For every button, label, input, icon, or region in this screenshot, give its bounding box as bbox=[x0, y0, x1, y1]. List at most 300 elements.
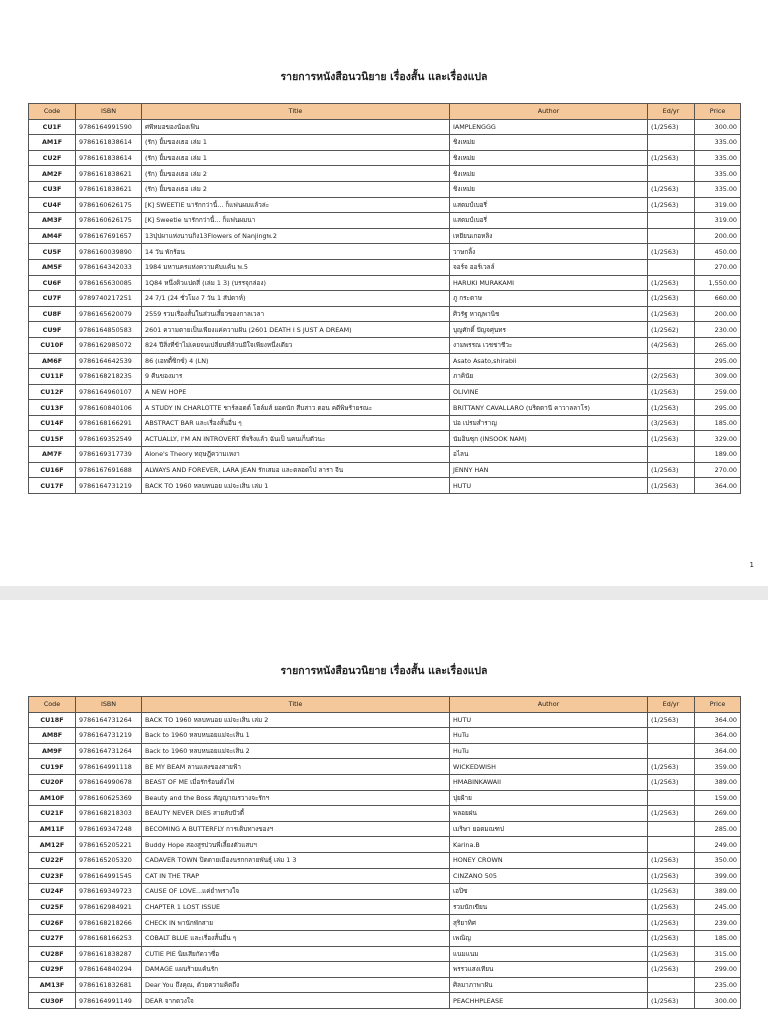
cell-code: CU9F bbox=[29, 322, 76, 338]
cell-price: 364.00 bbox=[695, 712, 741, 728]
cell-author: เพณิญ bbox=[450, 930, 648, 946]
cell-title: (รัก) ยิ้มของเธอ เล่ม 1 bbox=[142, 135, 450, 151]
cell-title: 14 วัน พักร้อน bbox=[142, 244, 450, 260]
cell-price: 185.00 bbox=[695, 930, 741, 946]
cell-edition: (1/2563) bbox=[648, 915, 695, 931]
table-row bbox=[29, 774, 741, 790]
cell-code: AM1F bbox=[29, 135, 76, 151]
cell-code: CU27F bbox=[29, 930, 76, 946]
table-row bbox=[29, 837, 741, 853]
cell-code: CU8F bbox=[29, 306, 76, 322]
table-row bbox=[29, 899, 741, 915]
cell-isbn: 9786164991149 bbox=[76, 993, 142, 1009]
cell-price: 329.00 bbox=[695, 431, 741, 447]
cell-author: ปุยฝ้าย bbox=[450, 790, 648, 806]
cell-edition bbox=[648, 213, 695, 229]
cell-code: CU25F bbox=[29, 899, 76, 915]
table-row bbox=[29, 868, 741, 884]
cell-code: CU21F bbox=[29, 806, 76, 822]
cell-author: HONEY CROWN bbox=[450, 852, 648, 868]
cell-code: CU24F bbox=[29, 884, 76, 900]
cell-title: CUTIE PIE นิยเสียกัดวาซื่อ bbox=[142, 946, 450, 962]
cell-author: HUTU bbox=[450, 478, 648, 494]
cell-isbn: 9786161838614 bbox=[76, 135, 142, 151]
cell-isbn: 9786164731219 bbox=[76, 728, 142, 744]
cell-price: 335.00 bbox=[695, 181, 741, 197]
cell-price: 319.00 bbox=[695, 213, 741, 229]
cell-edition: (1/2563) bbox=[648, 930, 695, 946]
table-row bbox=[29, 759, 741, 775]
cell-author: งามพรรณ เวชชาชีวะ bbox=[450, 337, 648, 353]
cell-isbn: 9786161838621 bbox=[76, 166, 142, 182]
table-row bbox=[29, 306, 741, 322]
table-row bbox=[29, 369, 741, 385]
cell-code: CU26F bbox=[29, 915, 76, 931]
cell-author: ชิงเหม่ย bbox=[450, 135, 648, 151]
cell-edition bbox=[648, 228, 695, 244]
cell-edition bbox=[648, 135, 695, 151]
cell-title: BACK TO 1960 หลบหนอย แม่จะเสิน เล่ม 1 bbox=[142, 478, 450, 494]
cell-code: CU28F bbox=[29, 946, 76, 962]
cell-price: 245.00 bbox=[695, 899, 741, 915]
cell-code: CU20F bbox=[29, 774, 76, 790]
cell-isbn: 9786169352549 bbox=[76, 431, 142, 447]
cell-price: 230.00 bbox=[695, 322, 741, 338]
table-row bbox=[29, 852, 741, 868]
cell-isbn: 9786168166253 bbox=[76, 930, 142, 946]
cell-author: วาษกลิ้ง bbox=[450, 244, 648, 260]
cell-author: เหยียนเกอหลิง bbox=[450, 228, 648, 244]
cell-code: AM6F bbox=[29, 353, 76, 369]
table-row bbox=[29, 478, 741, 494]
cell-edition: (1/2563) bbox=[648, 712, 695, 728]
cell-title: (รัก) ยิ้มของเธอ เล่ม 2 bbox=[142, 181, 450, 197]
cell-author: OLIVINE bbox=[450, 384, 648, 400]
cell-edition: (1/2563) bbox=[648, 306, 695, 322]
table-row bbox=[29, 400, 741, 416]
cell-code: AM4F bbox=[29, 228, 76, 244]
table-row bbox=[29, 962, 741, 978]
cell-title: Buddy Hope สองสูรปวนพี่เลี้ยงตัวแสบฯ bbox=[142, 837, 450, 853]
cell-title: [K] Sweetie นารักกว่านี้... ก็แฟนผมนา bbox=[142, 213, 450, 229]
cell-price: 239.00 bbox=[695, 915, 741, 931]
cell-title: 9 คืนของมาร bbox=[142, 369, 450, 385]
cell-edition bbox=[648, 743, 695, 759]
column-header-price: Price bbox=[695, 104, 741, 120]
cell-edition: (1/2563) bbox=[648, 806, 695, 822]
cell-edition: (1/2563) bbox=[648, 197, 695, 213]
cell-title: ACTUALLY, I'M AN INTROVERT ที่จริงแล้ว ฉันเป็ นคนเก็บตัวนะ bbox=[142, 431, 450, 447]
cell-code: CU10F bbox=[29, 337, 76, 353]
cell-isbn: 9786169317739 bbox=[76, 447, 142, 463]
cell-author: แสตมป์เบอรี่ bbox=[450, 213, 648, 229]
cell-code: AM10F bbox=[29, 790, 76, 806]
cell-code: CU13F bbox=[29, 400, 76, 416]
cell-author: ศิวรัฐ หาญพานิช bbox=[450, 306, 648, 322]
cell-isbn: 9786162984921 bbox=[76, 899, 142, 915]
table-row bbox=[29, 259, 741, 275]
table-row bbox=[29, 228, 741, 244]
cell-code: AM12F bbox=[29, 837, 76, 853]
cell-edition: (1/2563) bbox=[648, 400, 695, 416]
cell-price: 389.00 bbox=[695, 884, 741, 900]
cell-edition: (1/2563) bbox=[648, 181, 695, 197]
cell-edition bbox=[648, 790, 695, 806]
table-row bbox=[29, 197, 741, 213]
cell-price: 319.00 bbox=[695, 197, 741, 213]
cell-edition bbox=[648, 977, 695, 993]
cell-title: A NEW HOPE bbox=[142, 384, 450, 400]
table-row bbox=[29, 135, 741, 151]
cell-author: เมริษา ยอดมณฑป bbox=[450, 821, 648, 837]
table-row bbox=[29, 993, 741, 1009]
cell-author: ภู กระดาษ bbox=[450, 291, 648, 307]
table-row bbox=[29, 821, 741, 837]
cell-edition: (1/2563) bbox=[648, 946, 695, 962]
cell-edition bbox=[648, 837, 695, 853]
table-row bbox=[29, 275, 741, 291]
cell-code: CU2F bbox=[29, 150, 76, 166]
column-header-author: Author bbox=[450, 104, 648, 120]
table-row bbox=[29, 431, 741, 447]
cell-title: Alone's Theory ทฤษฎีความเหงา bbox=[142, 447, 450, 463]
cell-edition bbox=[648, 447, 695, 463]
table-row bbox=[29, 884, 741, 900]
table-row bbox=[29, 415, 741, 431]
cell-price: 364.00 bbox=[695, 728, 741, 744]
cell-edition: (1/2563) bbox=[648, 275, 695, 291]
table-row bbox=[29, 806, 741, 822]
cell-price: 1,550.00 bbox=[695, 275, 741, 291]
cell-author: HMABINKAWAII bbox=[450, 774, 648, 790]
cell-price: 359.00 bbox=[695, 759, 741, 775]
cell-price: 295.00 bbox=[695, 400, 741, 416]
cell-edition: (1/2563) bbox=[648, 884, 695, 900]
cell-price: 259.00 bbox=[695, 384, 741, 400]
cell-price: 269.00 bbox=[695, 806, 741, 822]
cell-code: CU23F bbox=[29, 868, 76, 884]
cell-edition bbox=[648, 821, 695, 837]
cell-author: ชิงเหม่ย bbox=[450, 181, 648, 197]
cell-edition: (1/2563) bbox=[648, 899, 695, 915]
table-row bbox=[29, 244, 741, 260]
cell-isbn: 9786164642539 bbox=[76, 353, 142, 369]
cell-title: Back to 1960 หลบหนอยแม่จะเสิน 1 bbox=[142, 728, 450, 744]
cell-title: Dear You ถึงคุณ, ด้วยความคิดถึง bbox=[142, 977, 450, 993]
cell-isbn: 9786161838287 bbox=[76, 946, 142, 962]
cell-code: CU4F bbox=[29, 197, 76, 213]
table-row bbox=[29, 447, 741, 463]
cell-isbn: 9786160625369 bbox=[76, 790, 142, 806]
cell-edition bbox=[648, 728, 695, 744]
cell-isbn: 9786164960107 bbox=[76, 384, 142, 400]
cell-price: 300.00 bbox=[695, 993, 741, 1009]
cell-isbn: 9786169349723 bbox=[76, 884, 142, 900]
cell-price: 389.00 bbox=[695, 774, 741, 790]
cell-price: 399.00 bbox=[695, 868, 741, 884]
cell-author: ศิลมาภาพาฝัน bbox=[450, 977, 648, 993]
cell-code: AM2F bbox=[29, 166, 76, 182]
table-row bbox=[29, 337, 741, 353]
cell-isbn: 9786160626175 bbox=[76, 197, 142, 213]
cell-edition: (1/2563) bbox=[648, 462, 695, 478]
cell-price: 295.00 bbox=[695, 353, 741, 369]
cell-price: 350.00 bbox=[695, 852, 741, 868]
cell-title: DAMAGE แผนร้ายแค้นรัก bbox=[142, 962, 450, 978]
table-row bbox=[29, 166, 741, 182]
cell-isbn: 9786165205320 bbox=[76, 852, 142, 868]
cell-title: ABSTRACT BAR และเรื่องสั้นอื่น ๆ bbox=[142, 415, 450, 431]
cell-author: HUTU bbox=[450, 712, 648, 728]
cell-author: PEACHHPLEASE bbox=[450, 993, 648, 1009]
cell-isbn: 9786164850583 bbox=[76, 322, 142, 338]
table-row bbox=[29, 946, 741, 962]
book-table bbox=[28, 696, 741, 1009]
cell-title: 13ปุปผาแห่งนานกิง13Flowers of Nanjingพ.2 bbox=[142, 228, 450, 244]
cell-isbn: 9786164840294 bbox=[76, 962, 142, 978]
cell-isbn: 9786161832681 bbox=[76, 977, 142, 993]
cell-edition: (3/2563) bbox=[648, 415, 695, 431]
cell-isbn: 9786160039890 bbox=[76, 244, 142, 260]
page-title: รายการหนังสือนวนิยาย เรื่องสั้น และเรื่องแปล bbox=[280, 665, 488, 677]
document-page-2 bbox=[0, 600, 768, 1024]
cell-title: 824 ปีสิ่งที่ข้าไม่เคยจนเปลี่ยนที่ล้วนมีใจเพียงหนึ่งเดียว bbox=[142, 337, 450, 353]
cell-price: 450.00 bbox=[695, 244, 741, 260]
cell-price: 335.00 bbox=[695, 150, 741, 166]
cell-author: บุญศักดิ์ ปัญจศุนทร bbox=[450, 322, 648, 338]
cell-edition: (1/2563) bbox=[648, 431, 695, 447]
table-row bbox=[29, 181, 741, 197]
cell-isbn: 9789740217251 bbox=[76, 291, 142, 307]
page-title: รายการหนังสือนวนิยาย เรื่องสั้น และเรื่องแปล bbox=[280, 71, 488, 83]
cell-title: Beauty and the Boss สัญญาณรวางจะรักฯ bbox=[142, 790, 450, 806]
cell-author: ชิงเหม่ย bbox=[450, 166, 648, 182]
cell-author: JENNY HAN bbox=[450, 462, 648, 478]
cell-isbn: 9786160840106 bbox=[76, 400, 142, 416]
cell-title: CHECK IN พานักพักสาย bbox=[142, 915, 450, 931]
cell-price: 315.00 bbox=[695, 946, 741, 962]
cell-edition: (1/2563) bbox=[648, 774, 695, 790]
cell-price: 189.00 bbox=[695, 447, 741, 463]
cell-isbn: 9786165630085 bbox=[76, 275, 142, 291]
table-row bbox=[29, 790, 741, 806]
cell-code: CU16F bbox=[29, 462, 76, 478]
cell-title: A STUDY IN CHARLOTTE ชาร์ลอตต์ โฮล์มส์ ยอดนัก สืบสาว ตอน คดีพิษร้ายรณะ bbox=[142, 400, 450, 416]
cell-isbn: 9786164731264 bbox=[76, 712, 142, 728]
cell-author: HuTu bbox=[450, 728, 648, 744]
cell-author: รวมนักเขียน bbox=[450, 899, 648, 915]
cell-price: 285.00 bbox=[695, 821, 741, 837]
cell-author: แสตมป์เบอรี่ bbox=[450, 197, 648, 213]
cell-title: BE MY BEAM ลานแสงของสายฟ้า bbox=[142, 759, 450, 775]
cell-author: CINZANO 505 bbox=[450, 868, 648, 884]
table-row bbox=[29, 977, 741, 993]
cell-title: (รัก) ยิ้มของเธอ เล่ม 2 bbox=[142, 166, 450, 182]
cell-code: CU22F bbox=[29, 852, 76, 868]
cell-title: 86 (เอทตี้ซิกซ์) 4 (LN) bbox=[142, 353, 450, 369]
cell-code: CU30F bbox=[29, 993, 76, 1009]
cell-edition bbox=[648, 353, 695, 369]
cell-author: BRITTANY CAVALLARO (บริตตานี คาวาลลาโร) bbox=[450, 400, 648, 416]
cell-author: ชิงเหม่ย bbox=[450, 150, 648, 166]
cell-title: BEAUTY NEVER DIES สายลับบีวตี้ bbox=[142, 806, 450, 822]
cell-edition: (1/2563) bbox=[648, 962, 695, 978]
cell-isbn: 9786168166291 bbox=[76, 415, 142, 431]
cell-price: 364.00 bbox=[695, 478, 741, 494]
cell-edition: (1/2563) bbox=[648, 384, 695, 400]
cell-edition: (1/2563) bbox=[648, 759, 695, 775]
column-header-code: Code bbox=[29, 697, 76, 713]
cell-title: DEAR จากดวงใจ bbox=[142, 993, 450, 1009]
column-header-author: Author bbox=[450, 697, 648, 713]
cell-title: BACK TO 1960 หลบหนอย แม่จะเสิน เล่ม 2 bbox=[142, 712, 450, 728]
cell-price: 299.00 bbox=[695, 962, 741, 978]
cell-price: 300.00 bbox=[695, 119, 741, 135]
cell-code: CU17F bbox=[29, 478, 76, 494]
table-row bbox=[29, 462, 741, 478]
cell-title: CHAPTER 1 LOST ISSUE bbox=[142, 899, 450, 915]
table-row bbox=[29, 322, 741, 338]
cell-price: 660.00 bbox=[695, 291, 741, 307]
cell-title: COBALT BLUE และเรื่องสั้นอื่น ๆ bbox=[142, 930, 450, 946]
cell-code: AM13F bbox=[29, 977, 76, 993]
cell-price: 364.00 bbox=[695, 743, 741, 759]
cell-title: ALWAYS AND FOREVER, LARA JEAN รักเสมอ และตลอดไป ลารา จีน bbox=[142, 462, 450, 478]
cell-author: สุริยาทิศ bbox=[450, 915, 648, 931]
table-row bbox=[29, 353, 741, 369]
cell-isbn: 9786165205221 bbox=[76, 837, 142, 853]
cell-price: 185.00 bbox=[695, 415, 741, 431]
cell-price: 249.00 bbox=[695, 837, 741, 853]
cell-title: 1984 มหานครแห่งความคับแค้น พ.5 bbox=[142, 259, 450, 275]
cell-price: 159.00 bbox=[695, 790, 741, 806]
table-row bbox=[29, 743, 741, 759]
cell-code: CU12F bbox=[29, 384, 76, 400]
column-header-edition: Ed/yr bbox=[648, 697, 695, 713]
cell-isbn: 9786164991118 bbox=[76, 759, 142, 775]
cell-price: 200.00 bbox=[695, 228, 741, 244]
cell-author: นัมอินซุก (INSOOK NAM) bbox=[450, 431, 648, 447]
table-row bbox=[29, 915, 741, 931]
cell-price: 200.00 bbox=[695, 306, 741, 322]
table-header-row bbox=[29, 104, 741, 120]
cell-author: พลอยฝน bbox=[450, 806, 648, 822]
cell-edition: (1/2563) bbox=[648, 244, 695, 260]
cell-edition: (1/2563) bbox=[648, 291, 695, 307]
cell-author: แนมแนม bbox=[450, 946, 648, 962]
cell-title: CAT IN THE TRAP bbox=[142, 868, 450, 884]
table-row bbox=[29, 930, 741, 946]
cell-author: อไลน bbox=[450, 447, 648, 463]
cell-isbn: 9786164731219 bbox=[76, 478, 142, 494]
cell-isbn: 9786164991545 bbox=[76, 868, 142, 884]
cell-isbn: 9786167691657 bbox=[76, 228, 142, 244]
book-table bbox=[28, 103, 741, 494]
cell-code: CU15F bbox=[29, 431, 76, 447]
table-row bbox=[29, 728, 741, 744]
cell-title: 2559 รวมเรื่องสั้นในส่วนเสี้ยวของกาลเวลา bbox=[142, 306, 450, 322]
cell-author: ปอ เปรมสำราญ bbox=[450, 415, 648, 431]
cell-price: 270.00 bbox=[695, 462, 741, 478]
cell-code: AM7F bbox=[29, 447, 76, 463]
table-row bbox=[29, 291, 741, 307]
cell-code: CU5F bbox=[29, 244, 76, 260]
column-header-isbn: ISBN bbox=[76, 104, 142, 120]
cell-author: พรรวแสงเทียน bbox=[450, 962, 648, 978]
cell-edition: (1/2563) bbox=[648, 150, 695, 166]
cell-title: 24 7/1 (24 ชั่วโมง 7 วัน 1 สัปดาห์) bbox=[142, 291, 450, 307]
cell-edition: (4/2563) bbox=[648, 337, 695, 353]
column-header-code: Code bbox=[29, 104, 76, 120]
cell-title: 2601 ความตายเป็นเพียงแค่ความฝัน (2601 DEATH I S JUST A DREAM) bbox=[142, 322, 450, 338]
column-header-isbn: ISBN bbox=[76, 697, 142, 713]
cell-code: CU19F bbox=[29, 759, 76, 775]
cell-isbn: 9786164990678 bbox=[76, 774, 142, 790]
cell-author: Asato Asato,shirabii bbox=[450, 353, 648, 369]
cell-author: ภาคินัย bbox=[450, 369, 648, 385]
column-header-price: Price bbox=[695, 697, 741, 713]
cell-code: AM5F bbox=[29, 259, 76, 275]
cell-isbn: 9786164342033 bbox=[76, 259, 142, 275]
cell-price: 335.00 bbox=[695, 135, 741, 151]
cell-edition: (1/2563) bbox=[648, 993, 695, 1009]
table-header-row bbox=[29, 697, 741, 713]
column-header-edition: Ed/yr bbox=[648, 104, 695, 120]
cell-isbn: 9786169347248 bbox=[76, 821, 142, 837]
cell-author: จอร์จ ออร์เวลล์ bbox=[450, 259, 648, 275]
cell-isbn: 9786168218266 bbox=[76, 915, 142, 931]
cell-code: CU6F bbox=[29, 275, 76, 291]
cell-code: AM3F bbox=[29, 213, 76, 229]
cell-price: 270.00 bbox=[695, 259, 741, 275]
cell-code: CU1F bbox=[29, 119, 76, 135]
table-row bbox=[29, 712, 741, 728]
cell-code: CU18F bbox=[29, 712, 76, 728]
table-row bbox=[29, 384, 741, 400]
cell-code: CU29F bbox=[29, 962, 76, 978]
cell-title: 1Q84 หนึ่งคิวแปดสี่ (เล่ม 1 3) (บรรจุกล่อง) bbox=[142, 275, 450, 291]
cell-edition: (1/2563) bbox=[648, 119, 695, 135]
cell-edition: (1/2563) bbox=[648, 478, 695, 494]
cell-isbn: 9786168218303 bbox=[76, 806, 142, 822]
cell-author: HARUKI MURAKAMI bbox=[450, 275, 648, 291]
cell-author: HuTu bbox=[450, 743, 648, 759]
cell-price: 235.00 bbox=[695, 977, 741, 993]
cell-code: CU14F bbox=[29, 415, 76, 431]
cell-code: AM9F bbox=[29, 743, 76, 759]
cell-title: BECOMING A BUTTERFLY การเติบทางของฯ bbox=[142, 821, 450, 837]
cell-author: เอปิซ bbox=[450, 884, 648, 900]
cell-title: [K] SWEETIE นารักกว่านี้... ก็แฟนผมแล้วล่ะ bbox=[142, 197, 450, 213]
cell-code: AM11F bbox=[29, 821, 76, 837]
cell-isbn: 9786160626175 bbox=[76, 213, 142, 229]
cell-code: CU3F bbox=[29, 181, 76, 197]
cell-edition: (1/2562) bbox=[648, 322, 695, 338]
cell-code: CU11F bbox=[29, 369, 76, 385]
table-row bbox=[29, 119, 741, 135]
cell-price: 335.00 bbox=[695, 166, 741, 182]
cell-code: AM8F bbox=[29, 728, 76, 744]
cell-title: Back to 1960 หลบหนอยแม่จะเสิน 2 bbox=[142, 743, 450, 759]
cell-author: Karina.B bbox=[450, 837, 648, 853]
cell-isbn: 9786161838621 bbox=[76, 181, 142, 197]
cell-title: CAUSE OF LOVE...แค่ยำพรางใจ bbox=[142, 884, 450, 900]
cell-title: ศพีหมอของน้องเฟิน bbox=[142, 119, 450, 135]
cell-price: 309.00 bbox=[695, 369, 741, 385]
cell-edition bbox=[648, 259, 695, 275]
cell-title: (รัก) ยิ้มของเธอ เล่ม 1 bbox=[142, 150, 450, 166]
cell-title: BEAST OF ME เมื่อรักร้อนดั่งไฟ bbox=[142, 774, 450, 790]
